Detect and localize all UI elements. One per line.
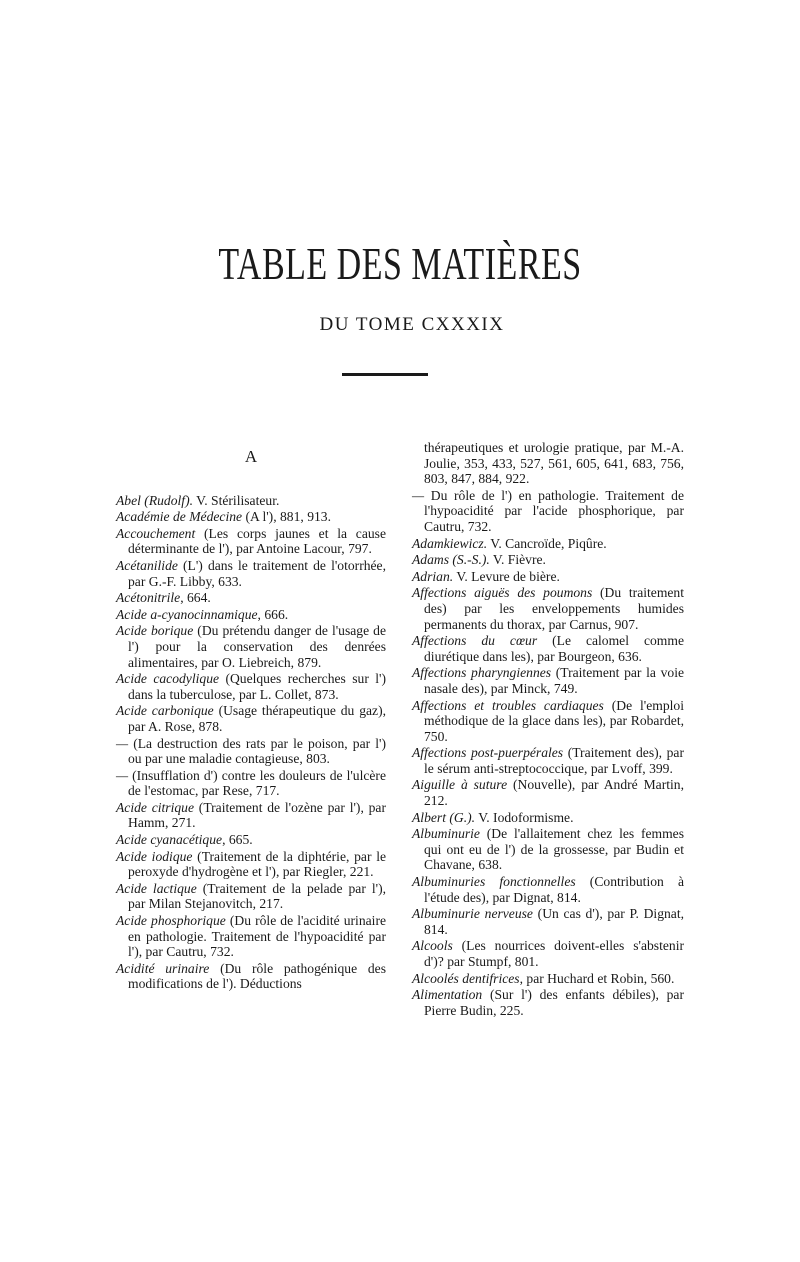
entry-text: (Un cas d'), par P. Dignat, 814. <box>424 906 685 937</box>
entry-text: (De l'allaitement chez les femmes qui ont eu de l') de la grossesse, par Budin et Chavane, 638. <box>424 826 684 873</box>
entry-heading: Acétonitrile <box>116 590 181 606</box>
entry-heading: Acide cacodylique <box>116 671 220 687</box>
index-entry <box>412 971 684 987</box>
entry-heading: — <box>116 767 129 783</box>
index-entry <box>412 698 684 745</box>
entry-text: (Traitement de la diphtérie, par le peroxyde d'hydrogène et l'), par Riegler, 221. <box>128 848 387 880</box>
entry-heading: Acide iodique <box>116 848 193 864</box>
index-entry <box>116 671 386 702</box>
entry-text: , 665. <box>222 832 253 848</box>
entry-heading: Acide a-cyanocinnamique <box>116 606 258 622</box>
entry-heading: Albuminurie nerveuse <box>412 906 533 922</box>
entry-text: (Du traitement des) par les enveloppements humides permanents du thorax, par Carnus, 907. <box>424 585 684 632</box>
index-entry <box>412 874 684 905</box>
entry-heading: Acide phosphorique <box>116 913 226 929</box>
index-entry <box>116 736 386 767</box>
entry-text: (Traitement de l'ozène par l'), par Hamm, 271. <box>128 799 386 831</box>
entry-text: Du rôle de l') en pathologie. Traitement de l'hypoacidité par l'acide phosphorique, par Cautru, 732. <box>424 487 684 534</box>
entry-text: V. Stérilisateur. <box>193 492 280 508</box>
entry-text: (Contribution à l'étude des), par Dignat, 814. <box>424 874 684 905</box>
entry-heading: Adams (S.-S.). <box>412 552 490 568</box>
entry-text: (Du prétendu danger de l'usage de l') pour la conservation des denrées alimentaires, par O. Liebreich, 879. <box>128 623 386 670</box>
title-rule <box>342 373 428 376</box>
entry-text: , 666. <box>257 606 289 622</box>
entry-text: (Insufflation d') contre les douleurs de l'ulcère de l'estomac, par Rese, 717. <box>128 767 386 799</box>
entry-heading: Affections pharyngiennes <box>412 665 552 681</box>
entry-text: (Traitement par la voie nasale des), par Minck, 749. <box>424 665 684 696</box>
index-entry <box>116 768 386 799</box>
entry-heading: — <box>116 735 129 751</box>
entry-heading: Acide borique <box>116 623 194 639</box>
entry-heading: Acétanilide <box>116 557 178 573</box>
index-entry <box>412 552 684 568</box>
entry-text: thérapeutiques et urologie pratique, par M.-A. Joulie, 353, 433, 527, 561, 605, 641, 683, 756, 803, 847, 884, 922. <box>424 440 684 487</box>
index-entry <box>116 881 386 912</box>
entry-text: (Nouvelle), par André Martin, 212. <box>424 777 684 809</box>
entry-text: (De l'emploi méthodique de la glace dans les), par Robardet, 750. <box>424 697 685 744</box>
entry-text: (Sur l') des enfants débiles), par Pierre Budin, 225. <box>424 987 684 1018</box>
index-entry <box>116 832 386 848</box>
entry-heading: Affections du cœur <box>412 633 538 649</box>
entry-heading: Acide lactique <box>116 880 197 896</box>
index-entry <box>116 590 386 606</box>
page-title: TABLE DES MATIÈRES <box>218 240 582 290</box>
entry-text: (Les corps jaunes et la cause déterminante de l'), par Antoine Lacour, 797. <box>128 525 386 557</box>
index-entry <box>116 961 386 992</box>
index-entry <box>412 633 684 664</box>
index-entry <box>412 745 684 776</box>
entry-heading: Acide carbonique <box>116 703 214 719</box>
index-entry <box>116 913 386 960</box>
index-entry <box>116 526 386 557</box>
index-entry <box>116 623 386 670</box>
index-column-left <box>116 440 386 993</box>
entry-text: (Les nourrices doivent-elles s'abstenir d')? par Stumpf, 801. <box>424 938 684 969</box>
entry-heading: Alimentation <box>412 987 483 1003</box>
volume-subtitle: DU TOME CXXXIX <box>319 314 505 335</box>
entry-text: (Traitement de la pelade par l'), par Milan Stejanovitch, 217. <box>128 880 386 912</box>
entry-text: , 664. <box>180 590 211 606</box>
index-entry <box>412 826 684 873</box>
entry-text: V. Levure de bière. <box>453 568 560 584</box>
index-entry <box>412 777 684 808</box>
index-entry <box>116 800 386 831</box>
entry-heading: Adamkiewicz. <box>412 535 488 551</box>
entry-heading: Alcools <box>412 938 453 954</box>
index-column-right <box>412 440 684 1019</box>
index-entry <box>412 987 684 1018</box>
entry-heading: Acide cyanacétique <box>116 832 223 848</box>
entry-heading: Albuminurie <box>412 826 480 842</box>
entry-text: (A l'), 881, 913. <box>242 509 331 525</box>
index-entry <box>116 493 386 509</box>
entry-text: V. Iodoformisme. <box>475 809 574 825</box>
entry-text: (Le calomel comme diurétique dans les), par Bourgeon, 636. <box>424 633 684 664</box>
index-entry <box>412 585 684 632</box>
index-entry <box>412 906 684 937</box>
entry-text: (L') dans le traitement de l'otorrhée, par G.-F. Libby, 633. <box>128 557 386 589</box>
entry-heading: Albuminuries fonctionnelles <box>412 874 576 890</box>
left-entries <box>116 493 386 992</box>
index-entry <box>412 569 684 585</box>
entry-text: V. Fièvre. <box>489 552 546 568</box>
entry-heading: Accouchement <box>116 525 196 541</box>
entry-heading: Acide citrique <box>116 799 195 815</box>
entry-heading: Affections aiguës des poumons <box>412 585 593 601</box>
entry-heading: Albert (G.). <box>412 809 476 825</box>
index-entry <box>116 849 386 880</box>
entry-text: (Du rôle de l'acidité urinaire en pathologie. Traitement de l'hypoacidité par l'), par Cautru, 732. <box>128 913 387 960</box>
entry-heading: Aiguille à suture <box>412 777 508 793</box>
index-entry <box>116 558 386 589</box>
entry-text: (Quelques recherches sur l') dans la tuberculose, par L. Collet, 873. <box>128 671 387 702</box>
entry-heading: Alcoolés dentifrices <box>412 970 520 986</box>
entry-heading: Acidité urinaire <box>116 960 210 976</box>
index-entry <box>116 509 386 525</box>
index-entry <box>412 810 684 826</box>
entry-heading: Affections et troubles cardiaques <box>412 697 604 713</box>
index-entry <box>412 938 684 969</box>
entry-heading: Abel (Rudolf). <box>116 492 194 508</box>
section-letter: A <box>244 447 258 466</box>
index-entry <box>412 440 684 487</box>
index-entry <box>412 665 684 696</box>
right-entries <box>412 440 684 1018</box>
index-entry <box>412 536 684 552</box>
entry-heading: — <box>412 487 425 503</box>
entry-text: (Du rôle pathogénique des modifications de l'). Déductions <box>128 960 386 992</box>
index-entry <box>412 488 684 535</box>
entry-text: (Traitement des), par le sérum anti-streptococcique, par Lvoff, 399. <box>424 745 684 776</box>
entry-text: (Usage thérapeutique du gaz), par A. Rose, 878. <box>128 703 386 734</box>
index-entry <box>116 703 386 734</box>
index-entry <box>116 607 386 623</box>
entry-heading: Affections post-puerpérales <box>412 745 564 761</box>
entry-text: , par Huchard et Robin, 560. <box>519 970 675 986</box>
entry-text: V. Cancroïde, Piqûre. <box>487 535 607 551</box>
entry-text: (La destruction des rats par le poison, par l') ou par une maladie contagieuse, 803. <box>128 735 386 767</box>
entry-heading: Adrian. <box>412 568 454 584</box>
entry-heading: Académie de Médecine <box>116 509 243 525</box>
